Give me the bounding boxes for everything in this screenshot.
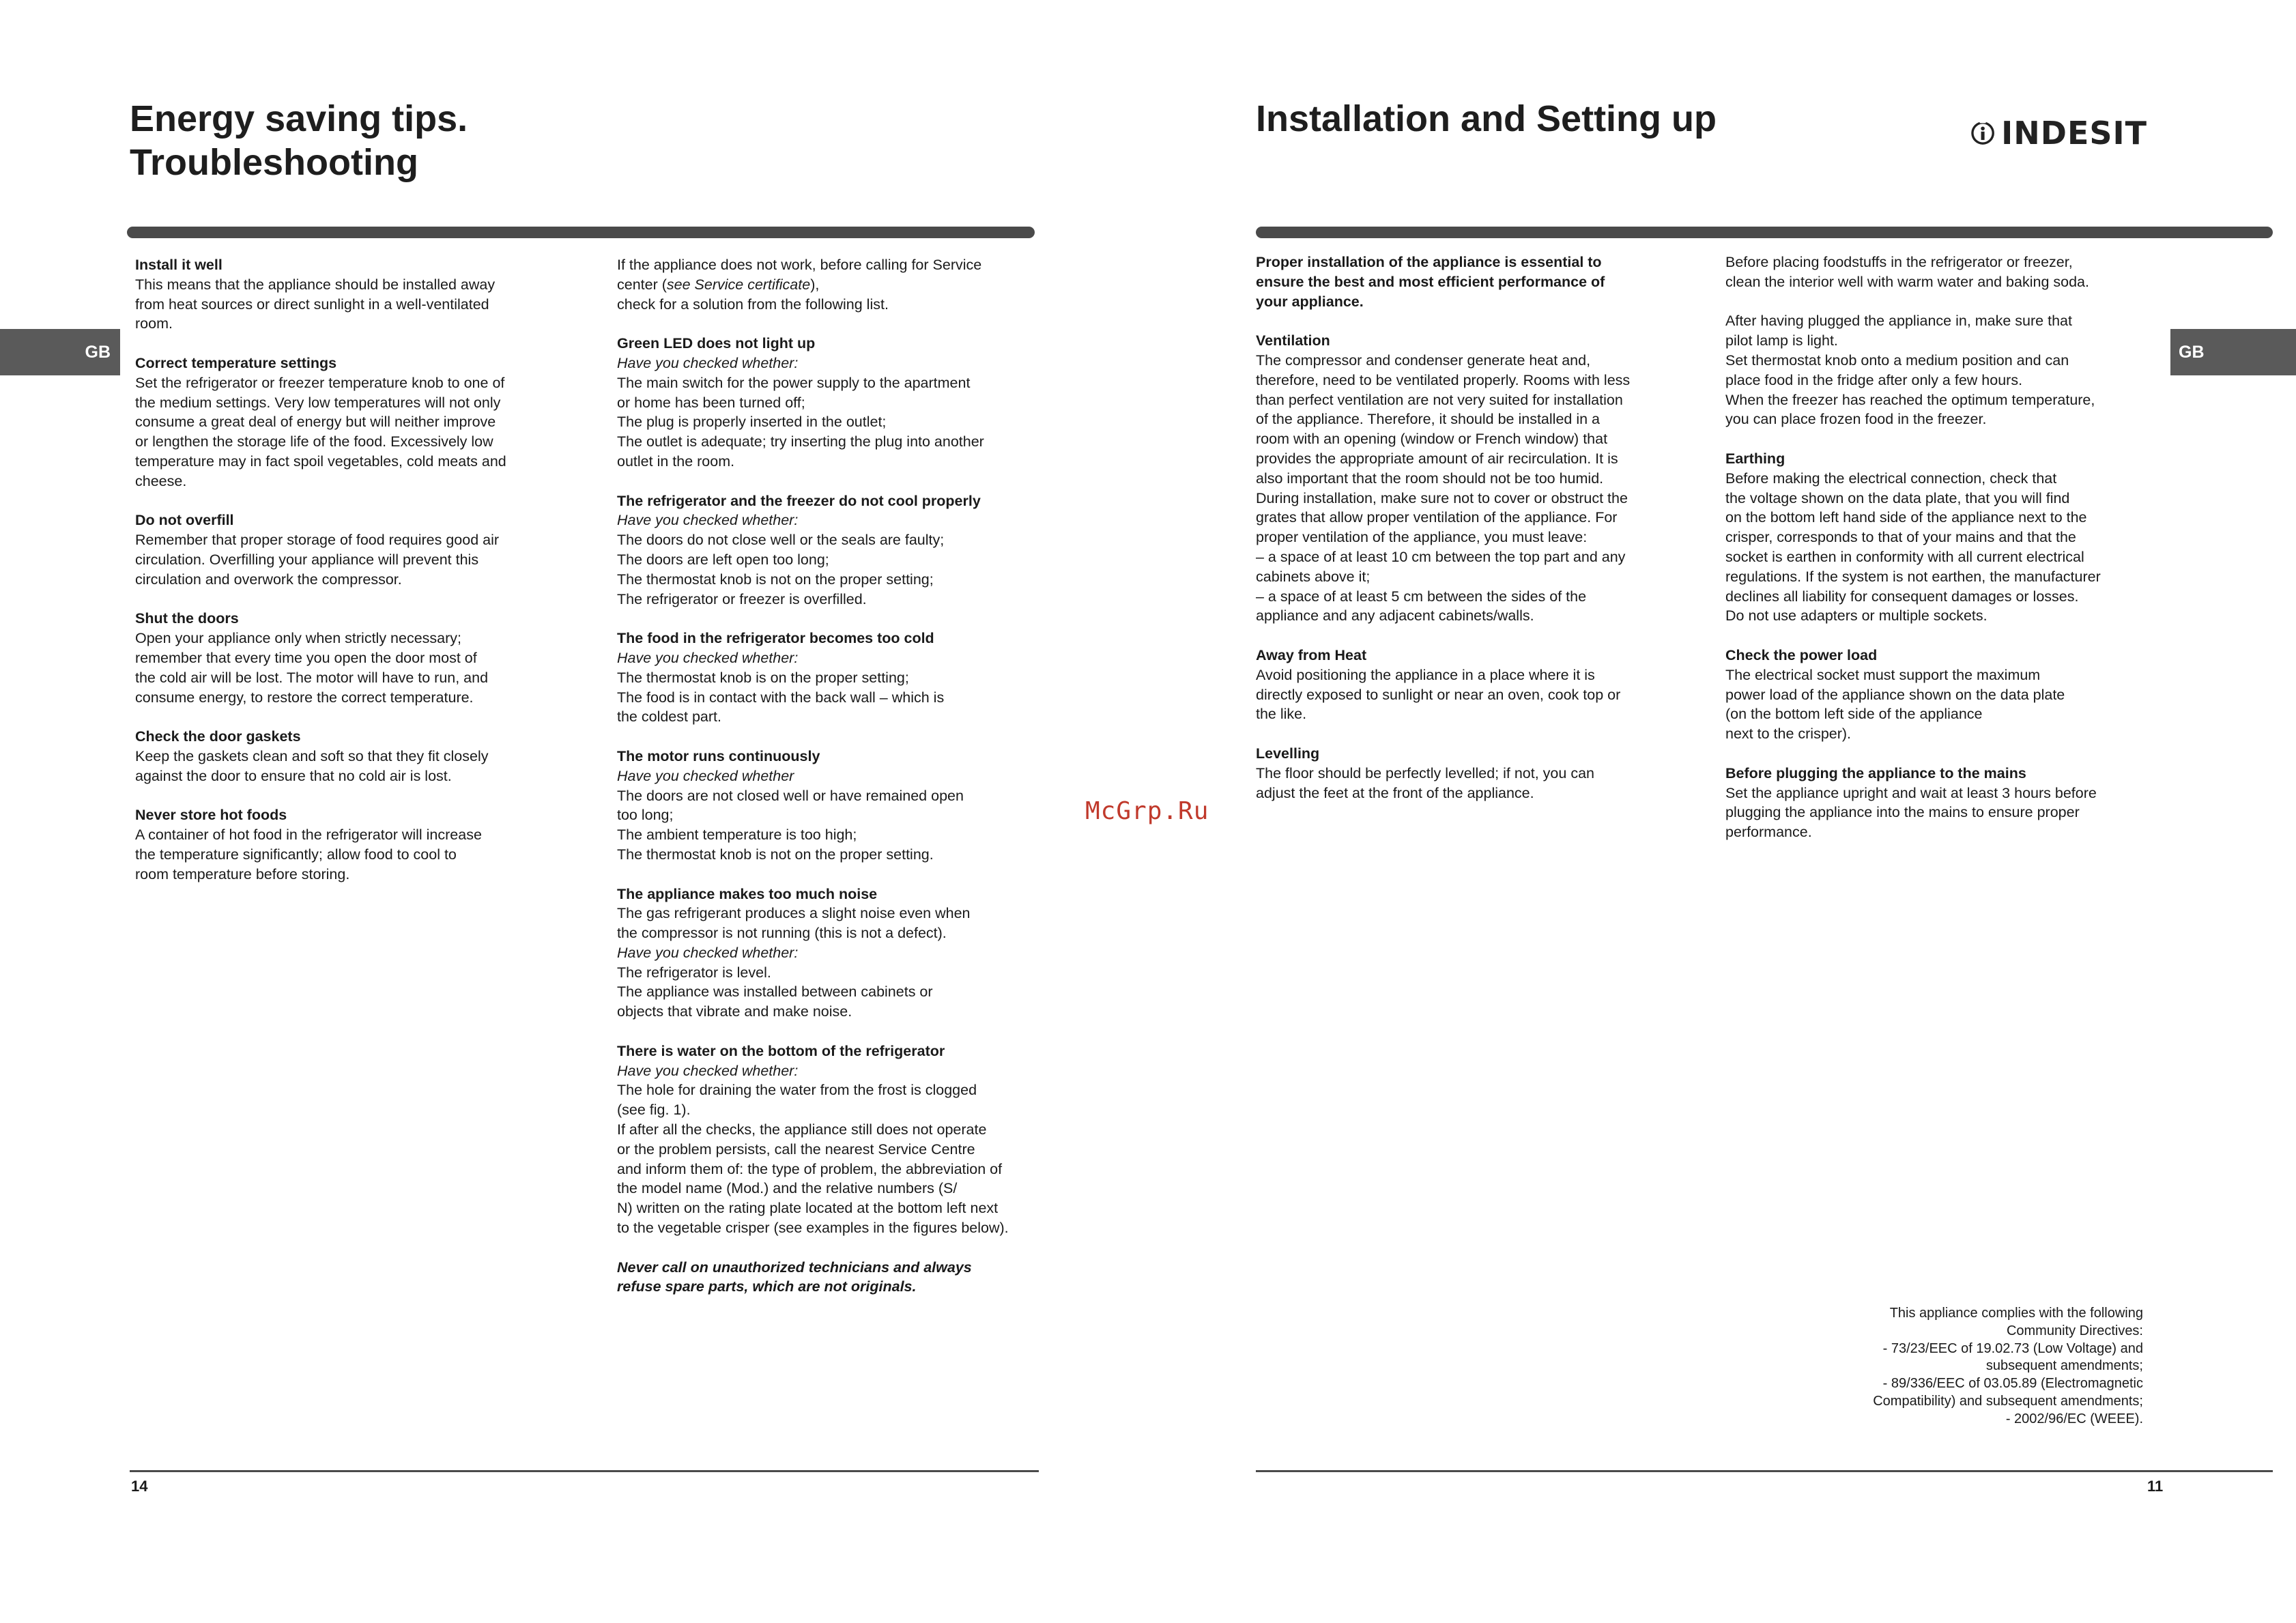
check-prompt: Have you checked whether: (617, 1062, 799, 1079)
text-line: also important that the room should not be too humid. (1256, 470, 1604, 487)
spacer (1256, 626, 1674, 646)
spacer (1725, 292, 2143, 312)
text-line: check for a solution from the following list. (617, 296, 889, 313)
text-line: consume energy, to restore the correct temperature. (135, 689, 474, 706)
text-line: Open your appliance only when strictly necessary; (135, 630, 462, 647)
text-line: Before placing foodstuffs in the refrigerator or freezer, (1725, 254, 2073, 270)
text-line: regulations. If the system is not earthen, the manufacturer (1725, 568, 2101, 585)
text-line: Do not use adapters or multiple sockets. (1725, 607, 1988, 624)
text-line: temperature may in fact spoil vegetables, cold meats and (135, 453, 506, 470)
problem-heading: The motor runs continuously (617, 747, 820, 764)
text-line: appliance and any adjacent cabinets/walls. (1256, 607, 1534, 624)
text-line: Remember that proper storage of food requires good air (135, 532, 500, 549)
text-line: The ambient temperature is too high; (617, 827, 857, 844)
text-line: the medium settings. Very low temperatures will not only (135, 394, 501, 411)
text-line: proper ventilation of the appliance, you must leave: (1256, 529, 1588, 546)
text-line: The doors are left open too long; (617, 551, 829, 568)
text-line: next to the crisper). (1725, 726, 1852, 743)
text-line: – a space of at least 5 cm between the sides of the (1256, 588, 1587, 605)
section-heading: Correct temperature settings (135, 354, 337, 371)
section-body (135, 373, 554, 491)
problem-heading: The appliance makes too much noise (617, 885, 878, 902)
spacer (617, 1022, 1035, 1042)
spacer (617, 609, 1035, 629)
indesit-logo (1970, 109, 2147, 157)
text-line: circulation. Overfilling your appliance will prevent this (135, 551, 479, 568)
text-line: The doors do not close well or the seals are faulty; (617, 532, 945, 549)
text-line: on the bottom left hand side of the appliance next to the (1725, 509, 2087, 526)
text-line: room temperature before storing. (135, 865, 350, 882)
section-heading: Shut the doors (135, 610, 239, 627)
problem-checks (617, 1080, 1035, 1237)
directive-line: This appliance complies with the following (1889, 1306, 2143, 1321)
section-heading: Do not overfill (135, 512, 234, 529)
text-line: center (see Service certificate), (617, 276, 820, 293)
problem-checks (617, 668, 1035, 727)
section-heading: Check the door gaskets (135, 728, 301, 745)
check-prompt: Have you checked whether: (617, 512, 799, 529)
spacer (135, 491, 554, 511)
text-line: Set the appliance upright and wait at least 3 hours before (1725, 784, 2097, 801)
text-line: circulation and overwork the compressor. (135, 571, 402, 588)
header-rule (127, 227, 1035, 238)
text-line: The plug is properly inserted in the outlet; (617, 414, 887, 431)
spacer (617, 1238, 1035, 1258)
check-prompt: Have you checked whether: (617, 649, 799, 666)
text-line: clean the interior well with warm water and baking soda. (1725, 273, 2089, 290)
language-tab: GB (2170, 329, 2296, 375)
text-line: cabinets above it; (1256, 568, 1371, 585)
text-line: than perfect ventilation are not very suited for installation (1256, 391, 1623, 408)
text-line: If after all the checks, the appliance still does not operate (617, 1121, 987, 1138)
intro-paragraph (1256, 253, 1674, 311)
text-line: remember that every time you open the door most of (135, 649, 477, 666)
problem-note (617, 904, 1035, 943)
text-line: provides the appropriate amount of air recirculation. It is (1256, 450, 1618, 467)
spacer (617, 314, 1035, 334)
text-line: plugging the appliance into the mains to ensure proper (1725, 804, 2080, 821)
text-line: the temperature significantly; allow food to cool to (135, 846, 457, 863)
text-line: The appliance was installed between cabinets or (617, 983, 933, 1001)
section-body (135, 530, 554, 589)
problem-heading: The food in the refrigerator becomes too cold (617, 630, 934, 647)
section-body (1725, 784, 2143, 842)
text-line: pilot lamp is light. (1725, 332, 1838, 349)
text-line: When the freezer has reached the optimum temperature, (1725, 391, 2095, 408)
page-title: Installation and Setting up (1256, 98, 1717, 139)
text-line: outlet in the room. (617, 453, 735, 470)
problem-heading: The refrigerator and the freezer do not cool properly (617, 492, 981, 509)
text-line: cheese. (135, 472, 187, 489)
check-prompt: Have you checked whether: (617, 354, 799, 371)
section-body (1725, 665, 2143, 744)
text-line: or home has been turned off; (617, 394, 805, 411)
text-line: adjust the feet at the front of the appliance. (1256, 784, 1534, 801)
text-line: the like. (1256, 706, 1307, 723)
page-title (130, 97, 468, 184)
section-heading: Levelling (1256, 745, 1320, 762)
page-number: 11 (2147, 1478, 2164, 1495)
spacer (1256, 724, 1674, 744)
text-line: or lengthen the storage life of the food. Excessively low (135, 433, 493, 450)
cleaning-paragraph (1725, 253, 2143, 292)
text-line: (on the bottom left side of the appliance (1725, 706, 1983, 723)
section-body (135, 629, 554, 707)
directive-line: - 73/23/EEC of 19.02.73 (Low Voltage) and (1882, 1340, 2143, 1356)
text-line: therefore, need to be ventilated properly. Rooms with less (1256, 371, 1631, 388)
footer-rule (1256, 1470, 2273, 1472)
text-line: directly exposed to sunlight or near an oven, cook top or (1256, 686, 1621, 703)
spacer (1256, 311, 1674, 331)
directive-line: Compatibility) and subsequent amendments; (1873, 1393, 2143, 1409)
text-line: declines all liability for consequent damages or losses. (1725, 588, 2079, 605)
section-body (135, 747, 554, 786)
check-prompt: Have you checked whether: (617, 944, 799, 961)
text-line: N) written on the rating plate located at the bottom left next (617, 1200, 999, 1217)
problem-checks (617, 786, 1035, 865)
directive-line: subsequent amendments; (1985, 1358, 2143, 1374)
energy-tips-column (135, 255, 554, 885)
text-line: objects that vibrate and make noise. (617, 1003, 852, 1020)
section-heading: Earthing (1725, 450, 1785, 467)
text-line: (see fig. 1). (617, 1102, 691, 1119)
problem-checks (617, 530, 1035, 609)
text-line: The food is in contact with the back wall – which is (617, 689, 945, 706)
text-line: The gas refrigerant produces a slight noise even when (617, 905, 971, 922)
spacer (617, 472, 1035, 491)
title-line: Troubleshooting (130, 142, 418, 183)
text-line: socket is earthen in conformity with all current electrical (1725, 548, 2084, 565)
footer-rule (130, 1470, 1039, 1472)
spacer (1725, 429, 2143, 449)
text-line: During installation, make sure not to cover or obstruct the (1256, 489, 1628, 506)
text-line: Set the refrigerator or freezer temperature knob to one of (135, 374, 505, 391)
watermark-link[interactable]: McGrp.Ru (1085, 797, 1209, 825)
text-line: The electrical socket must support the maximum (1725, 666, 2041, 683)
setup-column (1725, 253, 2143, 842)
text-line: power load of the appliance shown on the data plate (1725, 686, 2065, 703)
text-line: against the door to ensure that no cold air is lost. (135, 767, 452, 784)
text-line: room with an opening (window or French window) that (1256, 431, 1608, 448)
text-line: After having plugged the appliance in, make sure that (1725, 313, 2072, 330)
text-line: to the vegetable crisper (see examples in the figures below). (617, 1220, 1009, 1237)
text-line: refuse spare parts, which are not originals. (617, 1278, 917, 1295)
text-line: Keep the gaskets clean and soft so that they fit closely (135, 747, 489, 764)
problem-checks (617, 963, 1035, 1022)
text-line: room. (135, 315, 173, 332)
text-line: ensure the best and most efficient performance of (1256, 273, 1605, 290)
startup-paragraph (1725, 311, 2143, 429)
section-body (135, 275, 554, 334)
section-heading: Before plugging the appliance to the mains (1725, 764, 2026, 781)
text-line: The compressor and condenser generate heat and, (1256, 351, 1591, 369)
text-line: The floor should be perfectly levelled; if not, you can (1256, 764, 1594, 781)
section-heading: Never store hot foods (135, 807, 287, 824)
spacer (1725, 626, 2143, 646)
section-body (1256, 764, 1674, 803)
text-line: Proper installation of the appliance is essential to (1256, 254, 1602, 270)
section-heading: Ventilation (1256, 332, 1330, 349)
spacer (617, 727, 1035, 747)
directive-line: - 89/336/EEC of 03.05.89 (Electromagnetic (1882, 1376, 2143, 1392)
text-line: and inform them of: the type of problem, the abbreviation of (617, 1160, 1003, 1177)
text-line: The thermostat knob is on the proper setting; (617, 669, 909, 686)
problem-heading: Green LED does not light up (617, 335, 816, 352)
directive-line: - 2002/96/EC (WEEE). (2005, 1411, 2143, 1426)
text-line: The refrigerator or freezer is overfilled. (617, 590, 867, 607)
spacer (135, 590, 554, 609)
text-line: If the appliance does not work, before calling for Service (617, 257, 982, 273)
problem-checks (617, 373, 1035, 472)
text-line: the coldest part. (617, 708, 721, 726)
text-line: The hole for draining the water from the frost is clogged (617, 1082, 977, 1099)
text-line: The main switch for the power supply to the apartment (617, 374, 971, 391)
intro-paragraph (617, 255, 1035, 314)
text-line: A container of hot food in the refrigerator will increase (135, 827, 482, 844)
text-line: Avoid positioning the appliance in a place where it is (1256, 666, 1595, 683)
text-line: grates that allow proper ventilation of the appliance. For (1256, 509, 1618, 526)
spacer (617, 865, 1035, 885)
text-line: performance. (1725, 824, 1812, 841)
text-line: or the problem persists, call the nearest Service Centre (617, 1140, 975, 1158)
text-line: of the appliance. Therefore, it should be installed in a (1256, 411, 1600, 428)
text-line: – a space of at least 10 cm between the top part and any (1256, 548, 1626, 565)
text-line: Before making the electrical connection, check that (1725, 470, 2057, 487)
text-line: crisper, corresponds to that of your mains and that the (1725, 529, 2076, 546)
section-body (135, 825, 554, 884)
spacer (135, 334, 554, 354)
text-line: too long; (617, 807, 674, 824)
text-line: your appliance. (1256, 293, 1364, 310)
indesit-emblem-icon (1970, 110, 1996, 156)
text-line: The thermostat knob is not on the proper setting; (617, 571, 934, 588)
check-prompt: Have you checked whether (617, 767, 794, 784)
section-heading: Away from Heat (1256, 646, 1367, 663)
text-line: The doors are not closed well or have remained open (617, 787, 964, 804)
text-line: the cold air will be lost. The motor will have to run, and (135, 669, 489, 686)
section-body (1256, 665, 1674, 724)
spacer (1725, 744, 2143, 764)
directive-line: Community Directives: (2006, 1323, 2143, 1338)
text-line: the voltage shown on the data plate, that you will find (1725, 489, 2070, 506)
text-line: from heat sources or direct sunlight in a well-ventilated (135, 296, 489, 313)
section-heading: Check the power load (1725, 646, 1878, 663)
section-heading: Install it well (135, 257, 223, 273)
section-body (1256, 351, 1674, 626)
warning-note (617, 1258, 1035, 1297)
text-line: the compressor is not running (this is not a defect). (617, 925, 947, 942)
installation-column (1256, 253, 1674, 803)
text-line: you can place frozen food in the freezer. (1725, 411, 1987, 428)
page-number: 14 (131, 1478, 148, 1495)
text-line: Never call on unauthorized technicians and always (617, 1259, 972, 1276)
compliance-directives (1837, 1305, 2143, 1428)
text-line: The refrigerator is level. (617, 964, 771, 981)
problem-heading: There is water on the bottom of the refrigerator (617, 1042, 945, 1059)
text-line: Set thermostat knob onto a medium position and can (1725, 351, 2069, 369)
troubleshooting-column (617, 255, 1035, 1297)
text-line: consume a great deal of energy but will neither improve (135, 414, 496, 431)
brand-name: INDESIT (2001, 115, 2147, 152)
language-tab: GB (0, 329, 120, 375)
text-line: the model name (Mod.) and the relative numbers (S/ (617, 1180, 958, 1197)
service-certificate-reference: see Service certificate (666, 276, 811, 293)
title-line: Energy saving tips. (130, 98, 468, 139)
text-line: place food in the fridge after only a few hours. (1725, 371, 2023, 388)
spacer (135, 786, 554, 806)
section-body (1725, 469, 2143, 626)
header-rule (1256, 227, 2273, 238)
text-line: This means that the appliance should be installed away (135, 276, 496, 293)
text-line: The thermostat knob is not on the proper setting. (617, 846, 934, 863)
spacer (135, 707, 554, 727)
text-line: The outlet is adequate; try inserting the plug into another (617, 433, 984, 450)
